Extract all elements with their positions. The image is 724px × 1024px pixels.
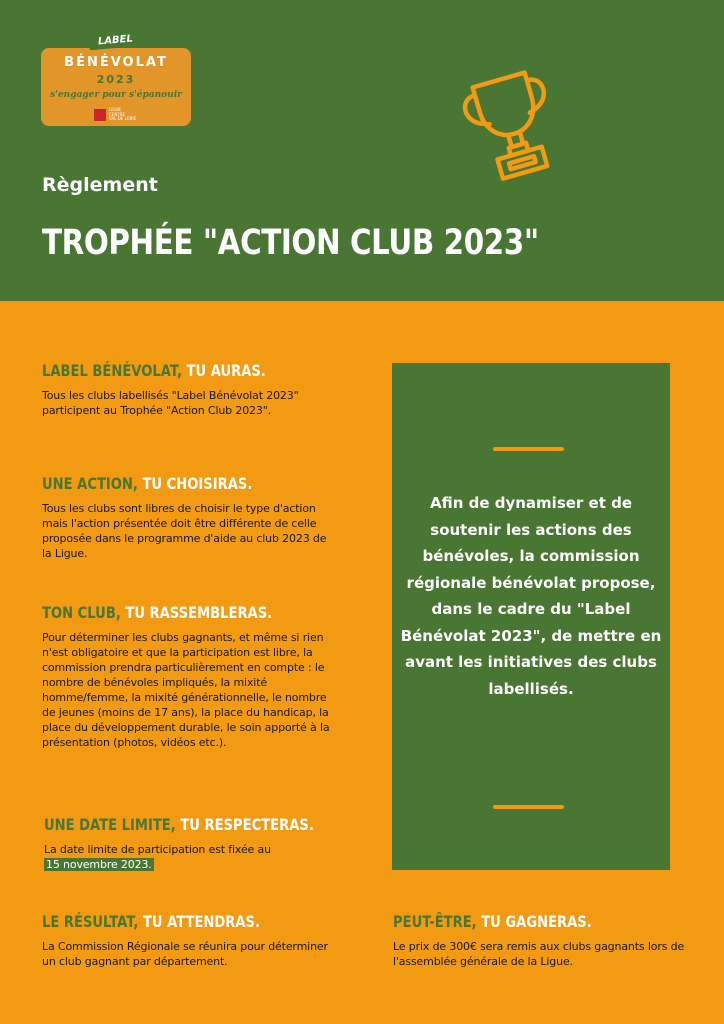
section-text: Tous les clubs labellisés "Label Bénévolat 2023" participent au Trophée "Action Club 2023". — [42, 389, 299, 417]
logo-tag: LABEL — [88, 32, 142, 51]
callout-box — [392, 363, 670, 870]
league-emblem-icon — [94, 109, 106, 121]
section-label — [42, 361, 332, 418]
section-text: Tous les clubs sont libres de choisir le type d'action mais l'action présentée doit être différente de celle proposée dans le programme d'aide au club 2023 de la Ligue. — [42, 502, 327, 560]
section-result — [42, 912, 342, 969]
logo-slogan: s'engager pour s'épanouir — [50, 90, 182, 100]
page-subtitle: Règlement — [42, 174, 158, 196]
label-benevolat-logo — [41, 33, 191, 126]
section-club — [42, 603, 338, 750]
section-heading: LABEL BÉNÉVOLAT, TU AURAS. — [42, 361, 266, 380]
section-prize — [393, 912, 693, 969]
header-band — [0, 0, 724, 301]
divider-bottom — [493, 805, 564, 809]
league-name: LIGUE CENTRE VAL DE LOIRE — [109, 107, 137, 121]
section-heading: PEUT-ÊTRE, TU GAGNERAS. — [393, 912, 592, 931]
section-heading: UNE DATE LIMITE, TU RESPECTERAS. — [44, 815, 314, 834]
section-deadline — [44, 815, 344, 872]
logo-year: 2023 — [96, 73, 136, 86]
section-heading: TON CLUB, TU RASSEMBLERAS. — [42, 603, 273, 622]
section-text: Le prix de 300€ sera remis aux clubs gagnants lors de l'assemblée générale de la Ligue. — [393, 940, 685, 968]
section-heading: UNE ACTION, TU CHOISIRAS. — [42, 474, 253, 493]
section-heading: LE RÉSULTAT, TU ATTENDRAS. — [42, 912, 260, 931]
divider-top — [493, 447, 564, 451]
page-title: TROPHÉE "ACTION CLUB 2023" — [42, 223, 539, 263]
trophy-icon — [452, 70, 574, 188]
callout-text: Afin de dynamiser et de soutenir les actions des bénévoles, la commission régionale bénévolat propose, dans le cadre du "Label Bénévolat 2023", de mettre en avant les initiatives des clubs labellisés. — [400, 494, 662, 698]
logo-title: BÉNÉVOLAT — [64, 55, 168, 70]
league-logo — [94, 108, 136, 122]
section-text: La Commission Régionale se réunira pour déterminer un club gagnant par département. — [42, 940, 328, 968]
section-text: Pour déterminer les clubs gagnants, et même si rien n'est obligatoire et que la participation est libre, la commission prendra particulièrement en compte : le nombre de bénévoles impliqués, la mixité homme/femme, la mixité générationnelle, le nombre de jeunes (moins de 17 ans), la place du handicap, la place du développement durable, le soin apporté à la présentation (photos, vidéos etc.). — [42, 631, 330, 749]
deadline-date: 15 novembre 2023. — [46, 858, 152, 871]
section-action — [42, 474, 332, 561]
section-text: La date limite de participation est fixée au 15 novembre 2023. — [44, 843, 271, 871]
